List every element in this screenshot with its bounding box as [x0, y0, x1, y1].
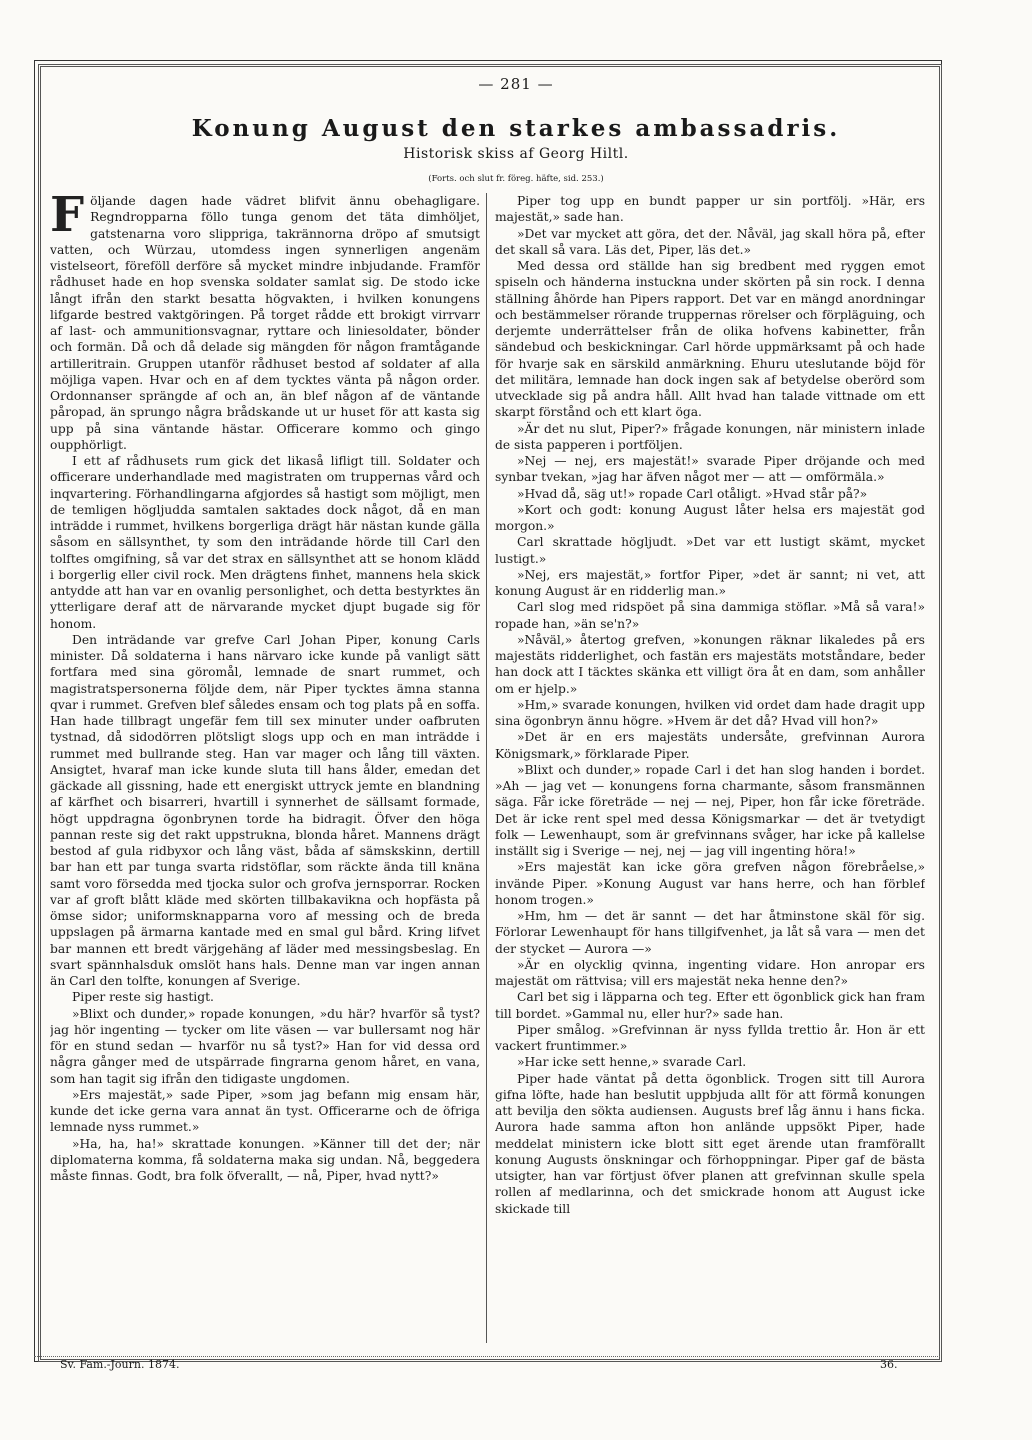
paragraph: Carl skrattade högljudt. »Det var ett lustigt skämt, mycket lustigt.»	[495, 535, 925, 566]
page-number: — 281 —	[478, 75, 554, 93]
paragraph: »Hvad då, säg ut!» ropade Carl otåligt. »Hvad står på?»	[517, 486, 868, 501]
paragraph: Carl slog med ridspöet på sina dammiga stöflar. »Må så vara!» ropade han, »än se'n?»	[495, 600, 925, 631]
text-column-right	[495, 193, 925, 1343]
paragraph: »Är en olycklig qvinna, ingenting vidare. Hon anropar ers majestät om rättvisa; vill ers majestät neka henne den?»	[495, 957, 925, 988]
paragraph: I ett af rådhusets rum gick det likaså lifligt till. Soldater och officerare underhandlade med magistraten om truppernas vård och inqvartering. Förhandlingarna afgjordes så hastigt som möjligt, men de temligen högljudda samtalen saktades dock något, då en man inträdde i rummet, hvilkens borgerliga drägt här nästan kunde gälla såsom en sällsynthet, ty som den inträdande hörde till Carl den tolftes omgifning, så var det strax en sällsynthet att se honom klädd i borgerlig eller civil rock. Men drägtens finhet, mannens hela skick antydde att han var en ovanlig personlighet, och detta bestyrktes än ytterligare deraf att de närvarande mycket djupt bugade sig för honom.	[50, 454, 480, 631]
paragraph: »Nåväl,» återtog grefven, »konungen räknar likaledes på ers majestäts ridderlighet, och fastän ers majestäts motståndare, beder han dock att I täcktes skänka ett villigt öra åt en dam, som anhåller om er hjelp.»	[495, 632, 925, 696]
paragraph: »Nej — nej, ers majestät!» svarade Piper dröjande och med synbar tvekan, »jag har äfven något mer — att — omförmäla.»	[495, 454, 925, 485]
dropcap-initial: F	[50, 193, 85, 243]
paragraph: »Ers majestät,» sade Piper, »som jag befann mig ensam här, kunde det icke gerna vara annat än tyst. Officerarne och de öfriga lemnade nyss rummet.»	[50, 1087, 480, 1135]
paragraph: »Kort och godt: konung August låter helsa ers majestät god morgon.»	[495, 502, 925, 533]
paragraph: »Hm, hm — det är sannt — det har åtminstone skäl för sig. Förlorar Lewenhaupt för hans tillgifvenhet, ja låt så vara — men det der stycket — Aurora —»	[495, 909, 925, 956]
paragraph: »Ha, ha, ha!» skrattade konungen. »Känner till det der; när diplomaterna komma, få soldaterna maka sig undan. Nå, beggedera måste finnas. Godt, bra folk öfverallt, — nå, Piper, hvad nytt?»	[50, 1136, 480, 1183]
text-column-left	[50, 193, 480, 1343]
paragraph: »Är det nu slut, Piper?» frågade konungen, när ministern inlade de sista papperen i portföljen.	[495, 421, 925, 452]
paragraph: »Har icke sett henne,» svarade Carl.	[517, 1055, 747, 1070]
paragraph: Carl bet sig i läpparna och teg. Efter ett ögonblick gick han fram till bordet. »Gammal nu, eller hur?» sade han.	[495, 990, 925, 1021]
paragraph: »Det var mycket att göra, det der. Nåväl, jag skall höra på, efter det skall så vara. Läs det, Piper, läs det.»	[495, 226, 925, 257]
footer-journal: Sv. Fam.-Journ. 1874.	[60, 1358, 180, 1371]
paragraph: Piper reste sig hastigt.	[72, 990, 214, 1005]
paragraph: »Hm,» svarade konungen, hvilken vid ordet dam hade dragit upp sina ögonbryn ännu högre. »Hvem är det då? Hvad vill hon?»	[495, 697, 925, 728]
column-divider	[486, 193, 487, 1343]
paragraph: Med dessa ord ställde han sig bredbent med ryggen emot spiseln och händerna instuckna under skörten på sin rock. I denna ställning åhörde han Pipers rapport. Det var en mängd anordningar och bestämmelser rörande truppernas rörelser och förpläguing, och derjemte underrättelser från de olika hofvens kabinetter, från sändebud och beskickningar. Carl hörde uppmärksamt på och hade för hvarje sak en särskild anmärkning. Ehuru uteslutande böjd för det militära, lemnade han dock ingen sak af betydelse oberörd som utvecklade sig på andra håll. Allt hvad han talade vittnade om ett skarpt förstånd och ett klart öga.	[495, 259, 925, 420]
article-subtitle: Historisk skiss af Georg Hiltl.	[403, 146, 629, 162]
continuation-note: (Forts. och slut fr. föreg. häfte, sid. 253.)	[428, 174, 604, 184]
paragraph: Piper hade väntat på detta ögonblick. Trogen sitt till Aurora gifna löfte, hade han beslutit uppbjuda allt för att förmå konungen att bevilja den sökta audiensen. Augusts bref låg ännu i hans ficka. Aurora hade samma afton hon anlände uppsökt Piper, hade meddelat ministern icke blott sitt eget ärende utan framförallt konung Augusts önskningar och förhoppningar. Piper gaf de bästa utsigter, han var förtjust öfver planen att grefvinnan skulle spela rollen af medlarinna, och det smickrade honom att August icke skickade till	[495, 1071, 925, 1216]
paragraph: Piper smålog. »Grefvinnan är nyss fyllda trettio år. Hon är ett vackert fruntimmer.»	[495, 1022, 925, 1053]
paragraph: Den inträdande var grefve Carl Johan Piper, konung Carls minister. Då soldaterna i hans närvaro icke kunde på vanligt sätt fortfara med sina göromål, lemnade de snart rummet, och magistratspersonerna följde dem, när Piper tycktes ämna stanna qvar i rummet. Grefven blef således ensam och tog plats på en soffa. Han hade tillbragt ungefär fem till sex minuter under oafbruten tystnad, då sidodörren plötsligt slogs upp och en man inträdde i rummet med bullrande steg. Han var mager och lång till växten. Ansigtet, hvaraf man icke kunde sluta till hans ålder, emedan det gäckade all gissning, hade ett energiskt uttryck jemte en blandning af kärfhet och bisarreri, hvartill i synnerhet de sällsamt formade, högt uppdragna ögonbrynen torde ha bidragit. Öfver den höga pannan reste sig det rakt uppstrukna, blonda håret. Mannens drägt bestod af gula ridbyxor och lång väst, båda af sämskskinn, dertill bar han ett par tunga svarta ridstöflar, som räckte ända till knäna samt voro försedda med tjocka sulor och grofva jernsporrar. Rocken var af groft blått kläde med skörten tillbakavikna och hopfästa på ömse sidor; uniformsknapparna voro af messing och de breda uppslagen på ärmarna kantade med en smal gul bård. Kring lifvet bar mannen ett bredt värjgehäng af läder med messingsbeslag. En svart spännhalsduk omslöt hans hals. Denne man var ingen annan än Carl den tolfte, konungen af Sverige.	[50, 632, 480, 988]
article-title: Konung August den starkes ambassadris.	[191, 115, 841, 142]
footer-sheet-number: 36.	[880, 1358, 898, 1371]
paragraph: »Blixt och dunder,» ropade konungen, »du här? hvarför så tyst? jag hör ingenting — tycker om lite väsen — var bullersamt nog här för en stund sedan — hvarför nu så tyst?» Han for vid dessa ord några gånger med de utspärrade fingrarna genom håret, en vana, som han tagit sig ifrån den tidigaste ungdomen.	[50, 1006, 480, 1086]
paragraph: »Blixt och dunder,» ropade Carl i det han slog handen i bordet. »Ah — jag vet — konungens forna charmante, såsom fransmännen säga. Får icke företräde — nej — nej, Piper, hon får icke företräde. Det är icke rent spel med dessa Königsmarkar — det är tvetydigt folk — Lewenhaupt, som är grefvinnans svåger, har icke på kallelse inställt sig i Sverige — nej, nej — jag vill ingenting höra!»	[495, 762, 925, 858]
paragraph: »Nej, ers majestät,» fortfor Piper, »det är sannt; ni vet, att konung August är en ridderlig man.»	[495, 567, 925, 598]
paragraph: öljande dagen hade vädret blifvit ännu obehagligare. Regndropparna föllo tunga genom det täta dimhöljet, gatstenarna voro slippriga, takrännorna dröpo af smutsigt vatten, och Würzau, utomdess ingen synnerligen angenäm vistelseort, föreföll derföre så mycket mindre inbjudande. Framför rådhuset hade en hop svenska soldater samlat sig. De stodo icke långt ifrån den starkt besatta högvakten, i hvilken konungens lifgarde bestred vaktgöringen. På torget rådde ett brokigt virrvarr af last- och ammunitionsvagnar, ryttare och liniesoldater, bönder och formän. Då och då delade sig mängden för någon framtågande artilleritrain. Gruppen utanför rådhuset bestod af soldater af alla möjliga vapen. Hvar och en af dem tycktes vänta på någon order. Ordonnanser sprängde af och an, än blef någon af de väntande påropad, än sprungo några brådskande ut ur huset för att kasta sig upp på sina väntande hästar. Officerare kommo och gingo oupphörligt.	[50, 194, 480, 452]
paragraph: Piper tog upp en bundt papper ur sin portfölj. »Här, ers majestät,» sade han.	[495, 194, 925, 225]
paragraph: »Ers majestät kan icke göra grefven någon förebråelse,» invände Piper. »Konung August var hans herre, och han förblef honom trogen.»	[495, 860, 925, 907]
paragraph: »Det är en ers majestäts undersåte, grefvinnan Aurora Königsmark,» förklarade Piper.	[495, 730, 925, 761]
